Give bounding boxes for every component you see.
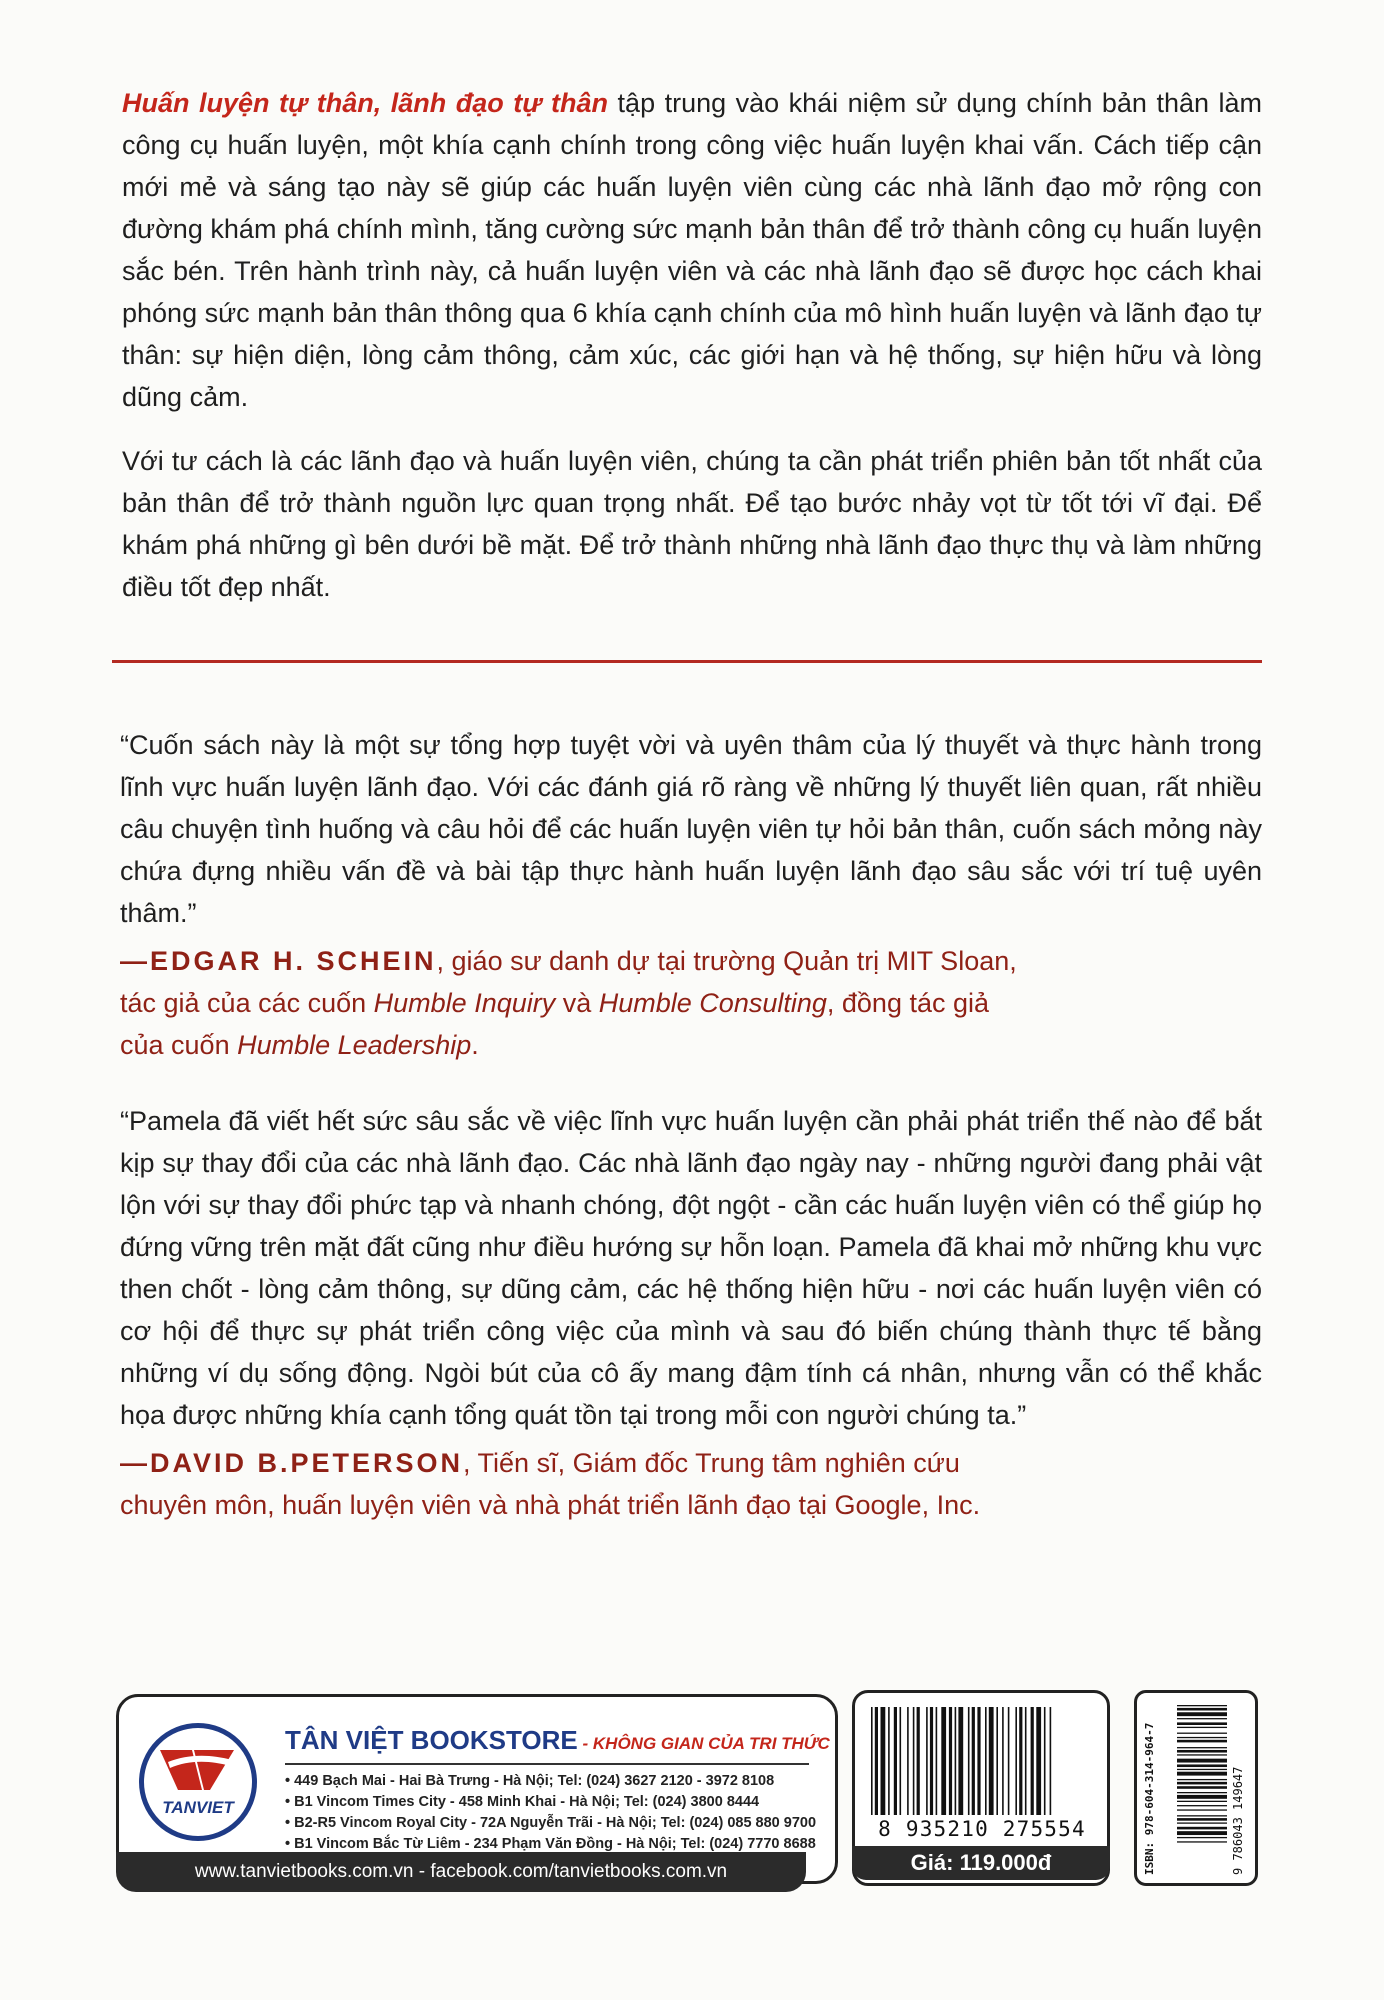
isbn-barcode-bar (1177, 1769, 1227, 1770)
isbn-barcode-bar (1177, 1747, 1227, 1748)
isbn-barcode-bar (1177, 1827, 1227, 1830)
isbn-barcode-bar (1177, 1822, 1227, 1823)
attribution-text: . (471, 1030, 479, 1060)
barcode-bar (989, 1707, 994, 1815)
isbn-barcode-bar (1177, 1801, 1227, 1802)
attribution-text: tác giả của các cuốn (120, 988, 374, 1018)
barcode-bar (926, 1707, 928, 1815)
isbn-barcode-bar (1177, 1841, 1227, 1842)
barcode-bar (1002, 1707, 1004, 1815)
isbn-barcode-bar (1177, 1818, 1227, 1821)
isbn-barcode-bar (1177, 1772, 1227, 1776)
isbn-barcode-bar (1177, 1754, 1227, 1755)
attribution-text: của cuốn (120, 1030, 238, 1060)
isbn-number: 9 786043 149647 (1231, 1766, 1245, 1875)
tanviet-logo-icon (158, 1744, 236, 1796)
barcode-bar (1008, 1707, 1010, 1815)
store-address: • B1 Vincom Bắc Từ Liêm - 234 Phạm Văn Đồng - Hà Nội; Tel: (024) 7770 8688 (285, 1834, 816, 1855)
barcode-bar (1019, 1707, 1022, 1815)
isbn-barcode-bar (1177, 1705, 1227, 1706)
barcode-bar (1031, 1707, 1034, 1815)
isbn-barcode-bar (1177, 1759, 1227, 1763)
isbn-barcode-bar (1177, 1809, 1227, 1810)
intro-paragraph-2: Với tư cách là các lãnh đạo và huấn luyện viên, chúng ta cần phát triển phiên bản tốt nhất của bản thân để trở thành nguồn lực quan trọng nhất. Để tạo bước nhảy vọt từ tốt tới vĩ đại. Để khám phá những gì bên dưới bề mặt. Để trở thành những nhà lãnh đạo thực thụ và làm những điều tốt đẹp nhất. (122, 446, 1262, 602)
isbn-barcode-bar (1177, 1733, 1227, 1734)
author-name-schein: EDGAR H. SCHEIN (150, 946, 437, 976)
barcode-bar (881, 1707, 886, 1815)
testimonial-attribution-1 (120, 940, 1262, 1066)
isbn-barcode-bar (1177, 1722, 1227, 1725)
attribution-line-2 (120, 982, 1262, 1024)
barcode-bar (1025, 1707, 1027, 1815)
attribution-line-3 (120, 1024, 1262, 1066)
price-label: Giá: 119.000đ (852, 1846, 1110, 1880)
testimonials (120, 724, 1262, 1526)
barcode-bar (977, 1707, 980, 1815)
testimonial-quote-1: “Cuốn sách này là một sự tổng hợp tuyệt vời và uyên thâm của lý thuyết và thực hành trong lĩnh vực huấn luyện lãnh đạo. Với các đánh giá rõ ràng về những lý thuyết liên quan, rất nhiều câu chuyện tình huống và câu hỏi để các huấn luyện viên tự hỏi bản thân, cuốn sách mỏng này chứa đựng nhiều vấn đề và bài tập thực hành huấn luyện lãnh đạo sâu sắc với trí tuệ uyên thâm.” (120, 730, 1262, 928)
store-address: • B1 Vincom Times City - 458 Minh Khai - Hà Nội; Tel: (024) 3800 8444 (285, 1792, 816, 1813)
store-slogan: - KHÔNG GIAN CỦA TRI THỨC (577, 1734, 830, 1753)
isbn-barcode-bar (1177, 1764, 1227, 1767)
barcode-bar (1050, 1707, 1052, 1815)
store-address: • 449 Bạch Mai - Hai Bà Trưng - Hà Nội; Tel: (024) 3627 2120 - 3972 8108 (285, 1771, 816, 1792)
isbn-barcode-bar (1177, 1831, 1227, 1835)
barcode-bar (917, 1707, 920, 1815)
intro-section (122, 82, 1262, 630)
barcode-bar (972, 1707, 975, 1815)
author-name-peterson: DAVID B.PETERSON (150, 1448, 464, 1478)
isbn-barcode-bar (1177, 1708, 1227, 1711)
barcode-bar (936, 1707, 938, 1815)
barcode-icon (869, 1707, 1097, 1815)
section-divider (112, 660, 1262, 663)
barcode-bar (1036, 1707, 1041, 1815)
barcode-bar (907, 1707, 909, 1815)
isbn-barcode-bar (1177, 1782, 1227, 1785)
barcode-number: 8 935210 275554 (878, 1817, 1086, 1841)
barcode-bar (1044, 1707, 1046, 1815)
attribution-text: , đồng tác giả (826, 988, 990, 1018)
isbn-barcode-icon (1177, 1703, 1227, 1875)
isbn-barcode-bar (1177, 1805, 1227, 1806)
isbn-barcode-bar (1177, 1737, 1227, 1738)
barcode-bar (875, 1707, 878, 1815)
isbn-barcode-bar (1177, 1815, 1227, 1816)
barcode-bar (949, 1707, 952, 1815)
tanviet-logo (139, 1723, 257, 1841)
attribution-dash: — (120, 1448, 150, 1478)
barcode-bar (888, 1707, 890, 1815)
book-humble-consulting: Humble Consulting (598, 988, 827, 1018)
barcode-bar (941, 1707, 946, 1815)
barcode-bar (1015, 1707, 1017, 1815)
barcode-bar (913, 1707, 915, 1815)
testimonial-attribution-2 (120, 1442, 1262, 1526)
barcode-bar (871, 1707, 873, 1815)
attribution-line-1 (120, 940, 1262, 982)
isbn-barcode-bar (1177, 1718, 1227, 1719)
attribution-line-1 (120, 1442, 1262, 1484)
logo-text: TANVIET (162, 1798, 234, 1817)
isbn-barcode-bar (1177, 1837, 1227, 1838)
store-address-list (285, 1771, 816, 1855)
attribution-line-2: chuyên môn, huấn luyện viên và nhà phát triển lãnh đạo tại Google, Inc. (120, 1490, 981, 1520)
book-humble-inquiry: Humble Inquiry (373, 988, 556, 1018)
barcode-bar (900, 1707, 902, 1815)
book-title: Huấn luyện tự thân, lãnh đạo tự thân (122, 88, 609, 118)
store-heading (285, 1725, 830, 1756)
intro-paragraph-1-text: tập trung vào khái niệm sử dụng chính bản thân làm công cụ huấn luyện, một khía cạnh chính trong công việc huấn luyện khai vấn. Cách tiếp cận mới mẻ và sáng tạo này sẽ giúp các huấn luyện viên cùng các nhà lãnh đạo mở rộng con đường khám phá chính mình, tăng cường sức mạnh bản thân để trở thành công cụ huấn luyện sắc bén. Trên hành trình này, cả huấn luyện viên và các nhà lãnh đạo sẽ được học cách khai phóng sức mạnh bản thân thông qua 6 khía cạnh chính của mô hình huấn luyện và lãnh đạo tự thân: sự hiện diện, lòng cảm thông, cảm xúc, các giới hạn và hệ thống, sự hiện hữu và lòng dũng cảm. (122, 88, 1262, 412)
isbn-barcode-bar (1177, 1727, 1227, 1728)
barcode-bar (996, 1707, 998, 1815)
isbn-barcode-bar (1177, 1750, 1227, 1753)
isbn-barcode-bar (1177, 1795, 1227, 1799)
isbn-label: ISBN: 978-604-314-964-7 (1143, 1722, 1156, 1875)
isbn-barcode-bar (1177, 1786, 1227, 1789)
store-address: • B2-R5 Vincom Royal City - 72A Nguyễn Trãi - Hà Nội; Tel: (024) 085 880 9700 (285, 1813, 816, 1834)
barcode-bar (985, 1707, 987, 1815)
attribution-text: và (555, 988, 599, 1018)
book-humble-leadership: Humble Leadership (237, 1030, 472, 1060)
isbn-barcode-bar (1177, 1740, 1227, 1743)
barcode-bar (894, 1707, 897, 1815)
intro-paragraph-1 (122, 82, 1262, 418)
barcode-bar (930, 1707, 933, 1815)
barcode-bar (955, 1707, 957, 1815)
testimonial-quote-2: “Pamela đã viết hết sức sâu sắc về việc lĩnh vực huấn luyện cần phải phát triển thế nào để bắt kịp sự thay đổi của các nhà lãnh đạo. Các nhà lãnh đạo ngày nay - những người đang phải vật lộn với sự thay đổi phức tạp và nhanh chóng, đột ngột - cần các huấn luyện viên có thể giúp họ đứng vững trên mặt đất cũng như điều hướng sự hỗn loạn. Pamela đã khai mở những khu vực then chốt - lòng cảm thông, sự dũng cảm, các hệ thống hiện hữu - nơi các huấn luyện viên có cơ hội để thực sự phát triển công việc của mình và sau đó biến chúng thành thực tế bằng những ví dụ sống động. Ngòi bút của cô ấy mang đậm tính cá nhân, nhưng vẫn có thể khắc họa được những khía cạnh tổng quát tồn tại trong mỗi con người chúng ta.” (120, 1106, 1262, 1430)
attribution-dash: — (120, 946, 150, 976)
store-name: TÂN VIỆT BOOKSTORE (285, 1725, 578, 1755)
isbn-barcode-bar (1177, 1712, 1227, 1716)
barcode-bar (958, 1707, 963, 1815)
store-heading-rule (285, 1763, 809, 1765)
author-role-peterson: , Tiến sĩ, Giám đốc Trung tâm nghiên cứu (463, 1448, 960, 1478)
isbn-box (1134, 1690, 1258, 1886)
store-website-bar: www.tanvietbooks.com.vn - facebook.com/tanvietbooks.com.vn (116, 1852, 806, 1892)
author-role-schein: , giáo sư danh dự tại trường Quản trị MIT Sloan, (436, 946, 1017, 976)
barcode-bar (968, 1707, 970, 1815)
isbn-barcode-bar (1177, 1792, 1227, 1793)
isbn-barcode-bar (1177, 1779, 1227, 1780)
